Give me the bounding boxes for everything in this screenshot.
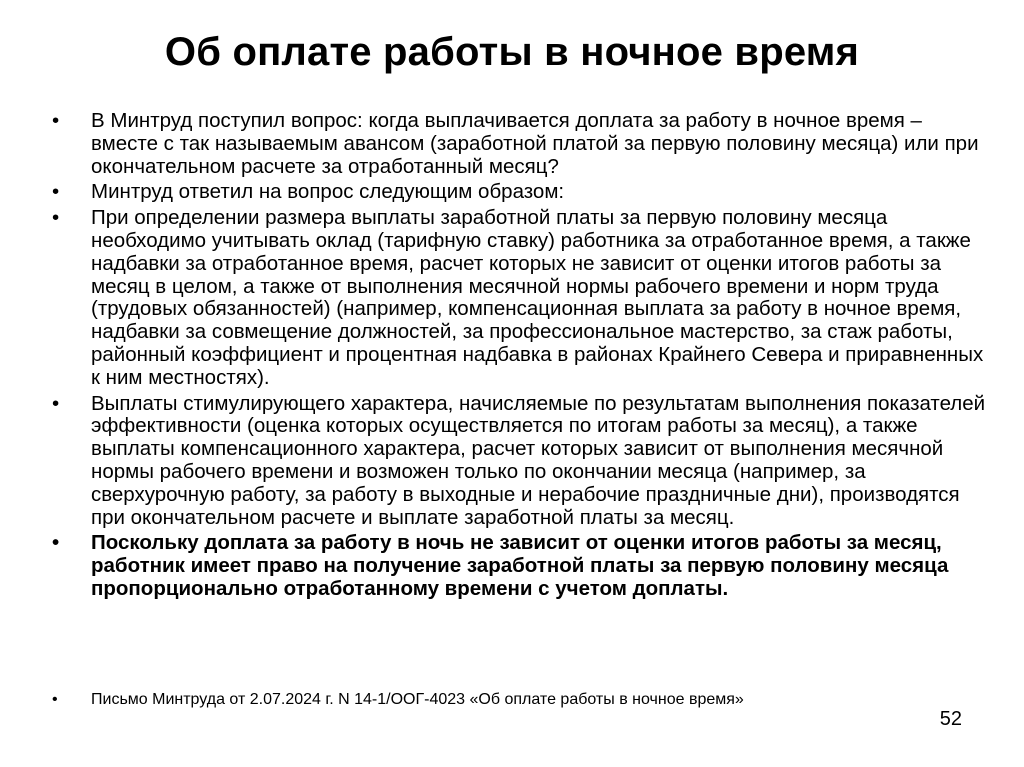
source-note bbox=[52, 690, 991, 710]
bullet-item bbox=[52, 207, 987, 389]
bullet-list bbox=[52, 110, 987, 604]
slide-title: Об оплате работы в ночное время bbox=[164, 30, 860, 74]
bullet-text: При определении размера выплаты заработной платы за первую половину месяца необходимо учитывать оклад (тарифную ставку) работника за отработанное время, а также надбавки за отработанное время, расчет которых не зависит от оценки итогов работы за месяц в целом, а также от выполнения месячной нормы рабочего времени и норм труда (трудовых обязанностей) (например, компенсационная выплата за работу в ночное время, надбавки за совмещение должностей, за профессиональное мастерство, за стаж работы, районный коэффициент и процентная надбавка в районах Крайнего Севера и приравненных к ним местностях). bbox=[91, 206, 984, 389]
bullet-marker: • bbox=[52, 206, 60, 230]
bullet-marker: • bbox=[52, 391, 60, 415]
source-note-text: Письмо Минтруда от 2.07.2024 г. N 14-1/ООГ-4023 «Об оплате работы в ночное время» bbox=[91, 691, 744, 708]
bullet-item bbox=[52, 393, 987, 530]
bullet-item bbox=[52, 110, 987, 178]
bullet-marker: • bbox=[52, 109, 60, 132]
bullet-text: Выплаты стимулирующего характера, начисляемые по результатам выполнения показателей эффективности (оценка которых осуществляется по итогам работы за месяц), а также выплаты компенсационного характера, расчет которых зависит от выполнения месячной нормы рабочего времени и возможен только по окончании месяца (например, за сверхурочную работу, за работу в выходные и нерабочие праздничные дни), производятся при окончательном расчете и выплате заработной платы за месяц. bbox=[91, 391, 986, 529]
bullet-item bbox=[52, 181, 987, 204]
bullet-text: В Минтруд поступил вопрос: когда выплачивается доплата за работу в ночное время – вместе с так называемым авансом (заработной платой за первую половину месяца) или при окончательном расчете за отработанный месяц? bbox=[91, 109, 979, 178]
bullet-item-conclusion bbox=[52, 532, 987, 600]
page-number: 52 bbox=[939, 708, 962, 730]
bullet-marker: • bbox=[52, 531, 60, 555]
bullet-marker: • bbox=[52, 180, 60, 204]
bullet-text: Минтруд ответил на вопрос следующим образом: bbox=[91, 180, 565, 204]
bullet-marker: • bbox=[52, 691, 58, 708]
bullet-text: Поскольку доплата за работу в ночь не зависит от оценки итогов работы за месяц, работник имеет право на получение заработной платы за первую половину месяца пропорционально отработанному времени с учетом доплаты. bbox=[91, 531, 949, 600]
